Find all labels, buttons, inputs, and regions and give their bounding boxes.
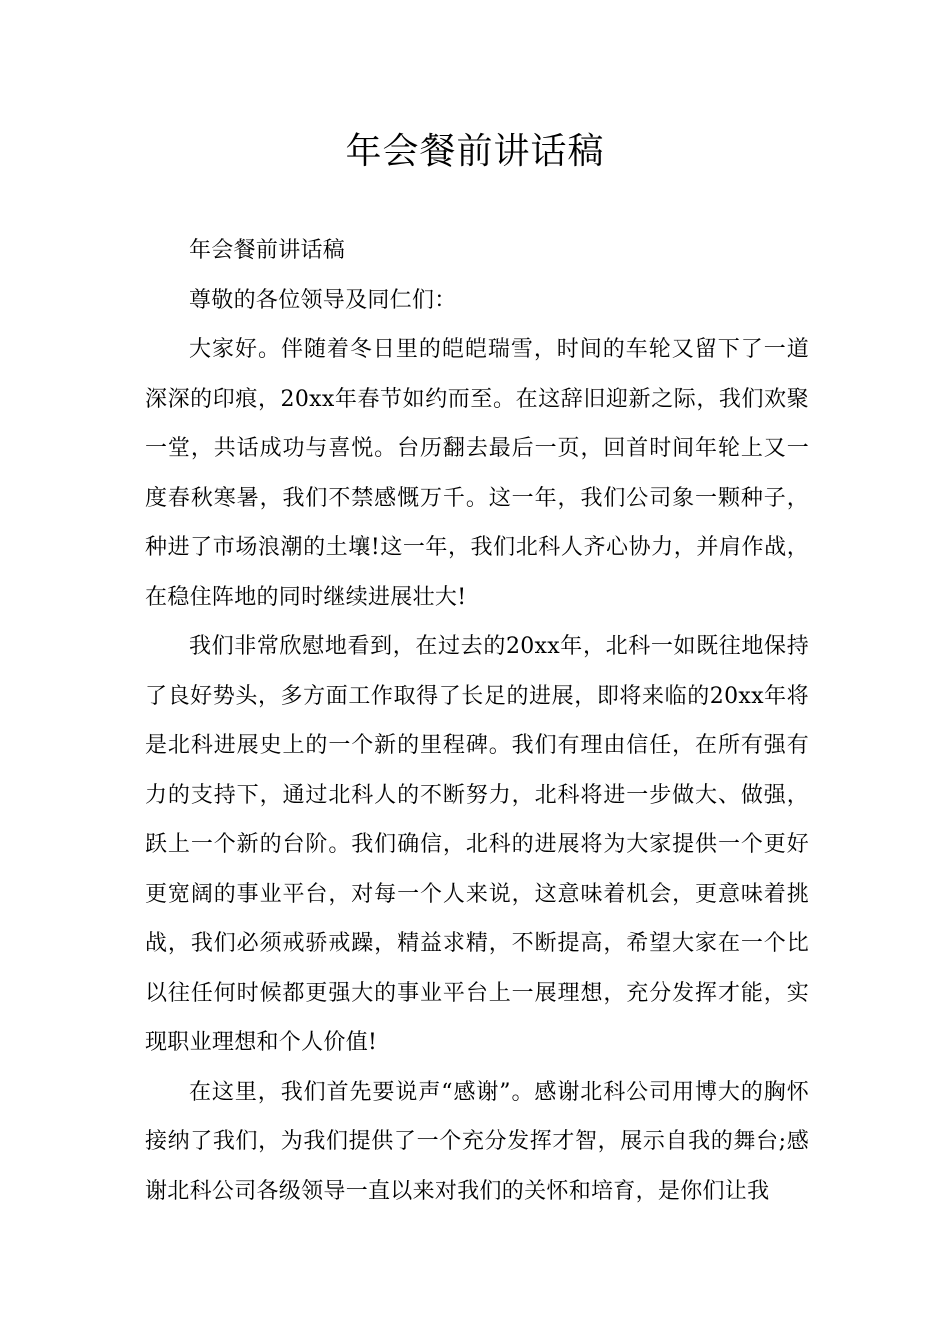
document-title: 年会餐前讲话稿	[345, 131, 605, 172]
paragraph-salutation: 尊敬的各位领导及同仁们：	[189, 287, 457, 313]
paragraph-greeting: 大家好。伴随着冬日里的皑皑瑞雪，时间的车轮又留下了一道深深的印痕，20xx年春节如约而至。在这辞旧迎新之际，我们欢聚一堂，共话成功与喜悦。台历翻去最后一页，回首时间年轮上又一度春秋寒暑，我们不禁感慨万千。这一年，我们公司象一颗种子，种进了市场浪潮的土壤!这一年，我们北科人齐心协力，并肩作战，在稳住阵地的同时继续进展壮大!	[145, 337, 809, 610]
document-body	[145, 226, 809, 1216]
paragraph-heading: 年会餐前讲话稿	[189, 238, 346, 263]
paragraph-achievements: 我们非常欣慰地看到，在过去的20xx年，北科一如既往地保持了良好势头，多方面工作取得了长足的进展，即将来临的20xx年将是北科进展史上的一个新的里程碑。我们有理由信任，在所有强有力的支持下，通过北科人的不断努力，北科将进一步做大、做强，跃上一个新的台阶。我们确信，北科的进展将为大家提供一个更好更宽阔的事业平台，对每一个人来说，这意味着机会，更意味着挑战，我们必须戒骄戒躁，精益求精，不断提高，希望大家在一个比以往任何时候都更强大的事业平台上一展理想，充分发挥才能，实现职业理想和个人价值!	[145, 634, 809, 1055]
paragraph-thanks: 在这里，我们首先要说声“感谢”。感谢北科公司用博大的胸怀接纳了我们，为我们提供了一个充分发挥才智，展示自我的舞台;感谢北科公司各级领导一直以来对我们的关怀和培育，是你们让我	[145, 1079, 809, 1204]
